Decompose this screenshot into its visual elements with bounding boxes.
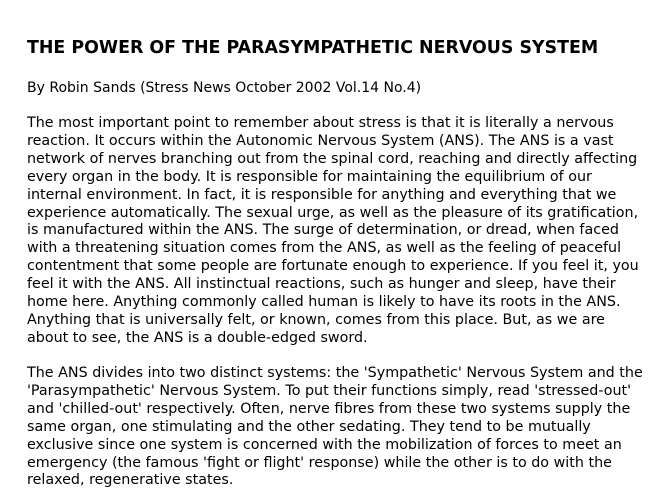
paragraph-1 [27,115,639,348]
text-line: exclusive since one system is concerned with the mobilization of forces to meet an [27,436,622,453]
text-line: emergency (the famous 'fight or flight' response) while the other is to do with the [27,454,612,471]
text-line: The ANS divides into two distinct systems: the 'Sympathetic' Nervous System and the [27,365,643,381]
text-line: with a threatening situation comes from the ANS, as well as the feeling of peaceful [27,240,622,257]
page-title: THE POWER OF THE PARASYMPATHETIC NERVOUS SYSTEM [27,38,599,58]
text-line: Anything that is universally felt, or known, comes from this place. But, as we are [27,311,605,328]
paragraph-2 [27,365,643,490]
text-line: experience automatically. The sexual urge, as well as the pleasure of its gratification, [27,204,639,221]
text-line: home here. Anything commonly called human is likely to have its roots in the ANS. [27,294,621,311]
text-line: internal environment. In fact, it is responsible for anything and everything that we [27,186,617,203]
text-line: 'Parasympathetic' Nervous System. To put their functions simply, read 'stressed-out' [27,382,632,399]
byline: By Robin Sands (Stress News October 2002 Vol.14 No.4) [27,80,422,96]
text-line: The most important point to remember about stress is that it is literally a nervous [27,115,614,131]
text-line: same organ, one stimulating and the other sedating. They tend to be mutually [27,418,591,435]
text-line: reaction. It occurs within the Autonomic Nervous System (ANS). The ANS is a vast [27,132,614,149]
text-line: network of nerves branching out from the spinal cord, reaching and directly affecting [27,150,638,167]
text-line: every organ in the body. It is responsible for maintaining the equilibrium of our [27,168,592,185]
text-line: relaxed, regenerative states. [27,472,234,489]
text-line: is manufactured within the ANS. The surge of determination, or dread, when faced [27,222,619,239]
text-line: contentment that some people are fortunate enough to experience. If you feel it, you [27,258,639,275]
text-line: feel it with the ANS. All instinctual reactions, such as hunger and sleep, have their [27,276,616,293]
text-line: about to see, the ANS is a double-edged sword. [27,329,368,346]
text-line: and 'chilled-out' respectively. Often, nerve fibres from these two systems supply the [27,400,631,417]
